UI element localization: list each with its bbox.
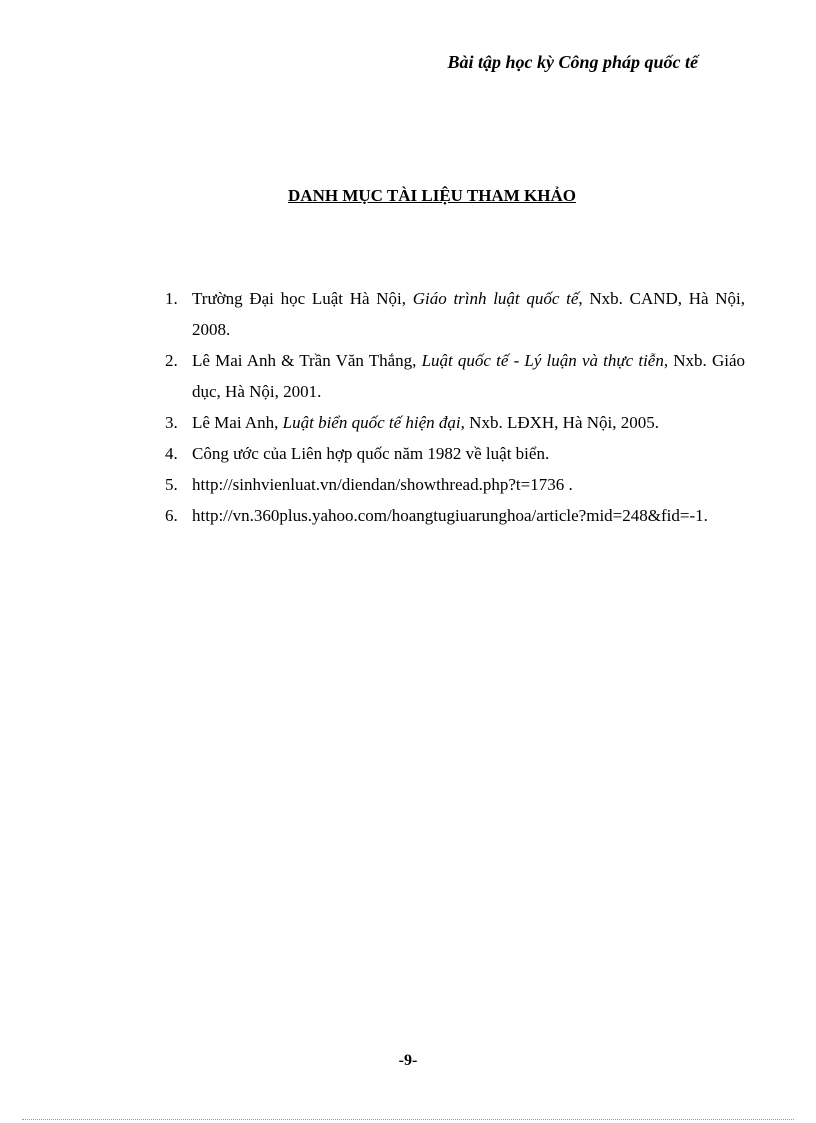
reference-number: 4 . — [165, 438, 178, 469]
reference-url: http://vn.360plus.yahoo.com/hoangtugiuarunghoa/article?mid=248&fid=-1. — [192, 506, 708, 525]
reference-item — [165, 407, 745, 438]
reference-number: 1 . — [165, 283, 178, 314]
reference-item — [165, 345, 745, 407]
page-bottom-divider — [22, 1119, 794, 1120]
reference-list — [165, 283, 745, 531]
running-header: Bài tập học kỳ Công pháp quốc tế — [447, 52, 698, 72]
reference-item — [165, 438, 745, 469]
reference-item — [165, 283, 745, 345]
reference-url: http://sinhvienluat.vn/diendan/showthread.php?t=1736 . — [192, 475, 573, 494]
reference-text — [192, 413, 659, 432]
page-number: -9- — [398, 1052, 418, 1069]
reference-number: 2 . — [165, 345, 178, 376]
reference-book-title: Luật quốc tế - Lý luận và thực tiễn — [421, 351, 664, 370]
page-title: DANH MỤC TÀI LIỆU THAM KHẢO — [288, 186, 576, 205]
reference-item — [165, 500, 745, 531]
reference-book-title: Luật biển quốc tế hiện đại — [282, 413, 461, 432]
reference-text — [192, 289, 745, 339]
reference-publisher: , Nxb. Giáo dục, Hà Nội, 2001. — [192, 351, 745, 401]
reference-number: 3 . — [165, 407, 178, 438]
reference-author: Trường Đại học Luật Hà Nội, — [192, 289, 413, 308]
reference-item — [165, 469, 745, 500]
reference-book-title: Giáo trình luật quốc tế — [412, 289, 579, 308]
reference-publisher: , Nxb. LĐXH, Hà Nội, 2005. — [460, 413, 659, 432]
reference-author: Lê Mai Anh & Trần Văn Thắng, — [192, 351, 422, 370]
reference-publisher: , Nxb. CAND, Hà Nội, 2008. — [192, 289, 746, 339]
reference-text — [192, 351, 745, 401]
reference-number: 6 . — [165, 500, 178, 531]
reference-text: Công ước của Liên hợp quốc năm 1982 về luật biển. — [192, 444, 550, 463]
reference-author: Lê Mai Anh, — [192, 413, 283, 432]
reference-number: 5 . — [165, 469, 178, 500]
